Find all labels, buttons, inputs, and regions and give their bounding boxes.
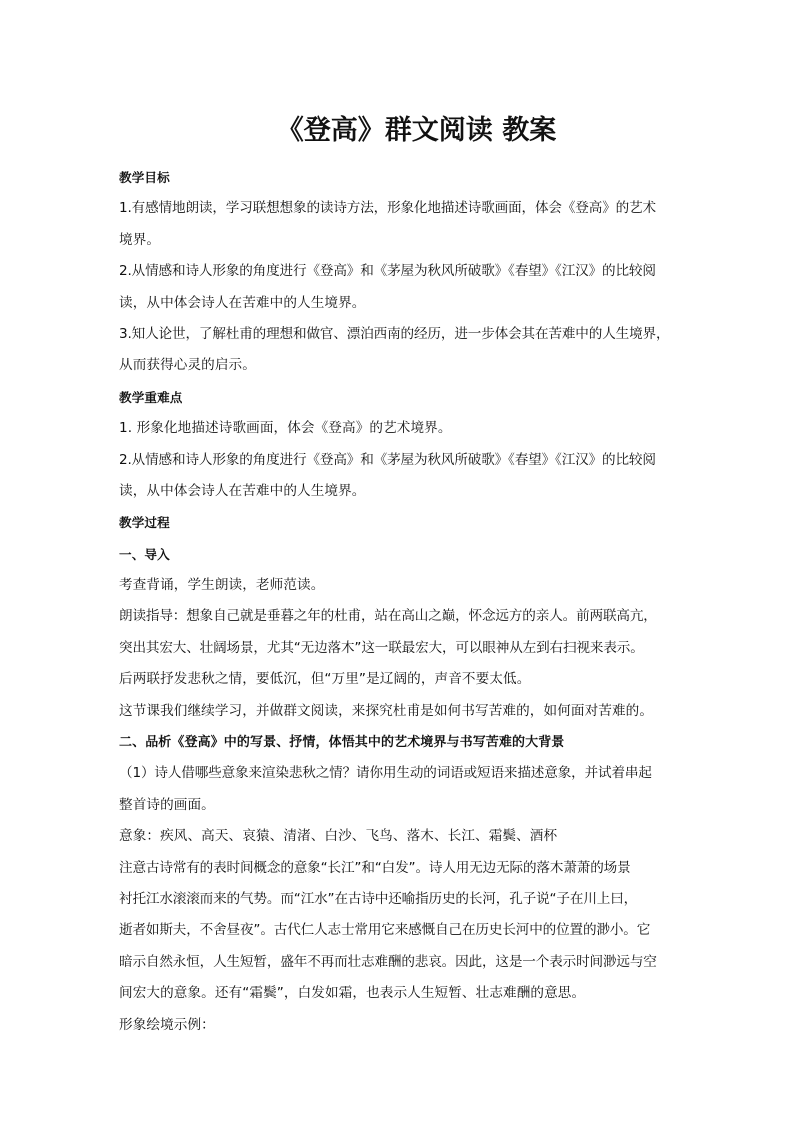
text-line: 3.知人论世，了解杜甫的理想和做官、漂泊西南的经历，进一步体会其在苦难中的人生境界，	[119, 325, 670, 342]
section-heading: 一、导入	[119, 546, 170, 562]
document-body	[119, 162, 714, 1041]
text-line: 暗示自然永恒，人生短暂，盛年不再而壮志难酬的悲哀。因此，这是一个表示时间渺远与空	[119, 953, 657, 970]
text-line: 逝者如斯夫，不舍昼夜”。古代仁人志士常用它来感慨自己在历史长河中的位置的渺小。它	[119, 922, 651, 939]
text-line: 这节课我们继续学习，并做群文阅读，来探究杜甫是如何书写苦难的，如何面对苦难的。	[119, 702, 654, 719]
text-line: 2.从情感和诗人形象的角度进行《登高》和《茅屋为秋风所破歌》《春望》《江汉》的比较阅	[119, 451, 656, 468]
text-line: 境界。	[119, 231, 161, 248]
section-heading: 教学重难点	[119, 389, 183, 405]
document-title: 《登高》群文阅读 教案	[276, 115, 557, 146]
text-line: 1.有感情地朗读，学习联想想象的读诗方法，形象化地描述诗歌画面，体会《登高》的艺术	[119, 200, 656, 217]
text-line: 2.从情感和诗人形象的角度进行《登高》和《茅屋为秋风所破歌》《春望》《江汉》的比较阅	[119, 263, 656, 280]
text-line: 形象绘境示例：	[119, 1016, 215, 1033]
text-line: 意象：疾风、高天、哀猿、清渚、白沙、飞鸟、落木、长江、霜鬓、酒杯	[119, 828, 558, 845]
text-line: 朗读指导：想象自己就是垂暮之年的杜甫，站在高山之巅，怀念远方的亲人。前两联高亢，	[119, 608, 657, 625]
text-line: 整首诗的画面。	[119, 796, 215, 813]
text-line: 衬托江水滚滚而来的气势。而“江水”在古诗中还喻指历史的长河，孔子说“子在川上曰，	[119, 890, 638, 907]
text-line: 读，从中体会诗人在苦难中的人生境界。	[119, 294, 366, 311]
section-heading: 二、品析《登高》中的写景、抒情，体悟其中的艺术境界与书写苦难的大背景	[119, 735, 565, 751]
text-line: （1）诗人借哪些意象来渲染悲秋之情？请你用生动的词语或短语来描述意象，并试着串起	[119, 765, 652, 782]
text-line: 1. 形象化地描述诗歌画面，体会《登高》的艺术境界。	[119, 420, 452, 437]
text-line: 考查背诵，学生朗读，老师范读。	[119, 577, 325, 594]
section-heading: 教学目标	[119, 170, 170, 185]
text-line: 读，从中体会诗人在苦难中的人生境界。	[119, 482, 366, 499]
text-line: 后两联抒发悲秋之情，要低沉，但“万里”是辽阔的，声音不要太低。	[119, 671, 531, 688]
text-line: 间宏大的意象。还有“霜鬓”，白发如霜，也表示人生短暂、壮志难酬的意思。	[119, 985, 586, 1002]
section-heading: 教学过程	[119, 515, 170, 531]
text-line: 注意古诗常有的表时间概念的意象“长江”和“白发”。诗人用无边无际的落木萧萧的场景	[119, 859, 631, 876]
text-line: 突出其宏大、壮阔场景，尤其“无边落木”这一联最宏大，可以眼神从左到右扫视来表示。	[119, 639, 644, 656]
text-line: 从而获得心灵的启示。	[119, 357, 256, 374]
